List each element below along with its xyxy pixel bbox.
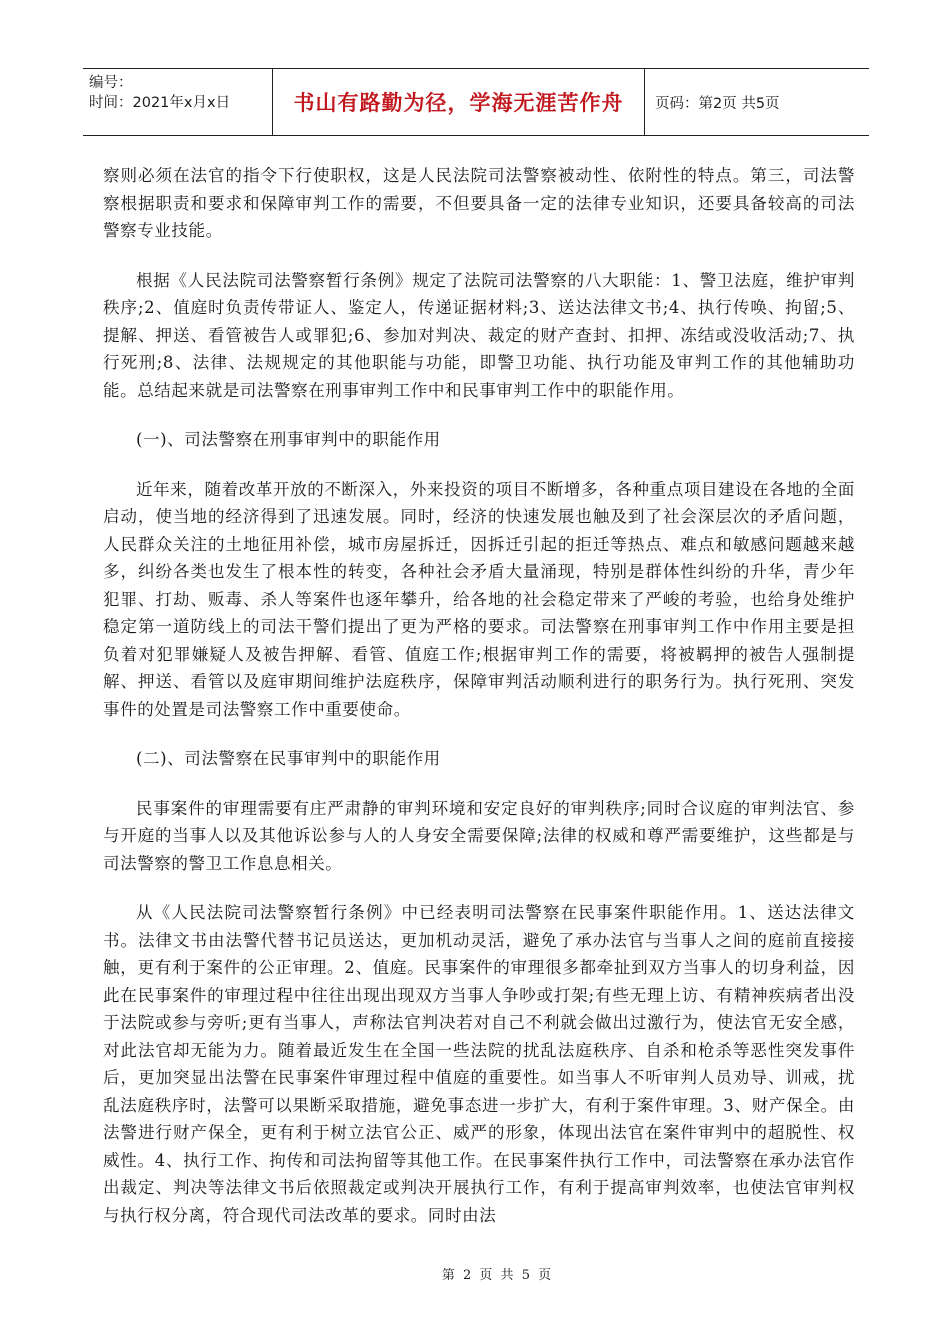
body-paragraph-2: 根据《人民法院司法警察暂行条例》规定了法院司法警察的八大职能：1、警卫法庭，维护审判秩序;2、值庭时负责传带证人、鉴定人，传递证据材料;3、送达法律文书;4、执行传唤、拘留;5、提解、押送、看管被告人或罪犯;6、参加对判决、裁定的财产查封、扣押、冻结或没收活动;7、执行死刑;8、法律、法规规定的其他职能与功能，即警卫功能、执行功能及审判工作的其他辅助功能。总结起来就是司法警察在刑事审判工作中和民事审判工作中的职能作用。: [103, 270, 855, 400]
body-paragraph-4: 民事案件的审理需要有庄严肃静的审判环境和安定良好的审判秩序;同时合议庭的审判法官、参与开庭的当事人以及其他诉讼参与人的人身安全需要保障;法律的权威和尊严需要维护，这些都是与司法警察的警卫工作息息相关。: [103, 798, 855, 873]
header-meta-cell: [83, 69, 273, 135]
section-heading-1: (一)、司法警察在刑事审判中的职能作用: [136, 430, 441, 449]
header-motto: 书山有路勤为径，学海无涯苦作舟: [273, 69, 645, 135]
header-page-info: 页码：第2页 共5页: [655, 95, 780, 112]
document-date-label: 时间：2021年x月x日: [89, 95, 231, 111]
document-number-label: 编号：: [89, 75, 133, 91]
body-paragraph-1: 察则必须在法官的指令下行使职权，这是人民法院司法警察被动性、依附性的特点。第三，司法警察根据职责和要求和保障审判工作的需要，不但要具备一定的法律专业知识，还要具备较高的司法警察专业技能。: [103, 166, 855, 240]
section-heading-2: (二)、司法警察在民事审判中的职能作用: [136, 749, 441, 768]
body-paragraph-3: 近年来，随着改革开放的不断深入，外来投资的项目不断增多，各种重点项目建设在各地的全面启动，使当地的经济得到了迅速发展。同时，经济的快速发展也触及到了社会深层次的矛盾问题，人民群众关注的土地征用补偿，城市房屋拆迁，因拆迁引起的拒迁等热点、难点和敏感问题越来越多，纠纷各类也发生了根本性的转变，各种社会矛盾大量涌现，特别是群体性纠纷的升华，青少年犯罪、打劫、贩毒、杀人等案件也逐年攀升，给各地的社会稳定带来了严峻的考验，也给身处维护稳定第一道防线上的司法干警们提出了更为严格的要求。司法警察在刑事审判工作中作用主要是担负着对犯罪嫌疑人及被告押解、看管、值庭工作;根据审判工作的需要，将被羁押的被告人强制提解、押送、看管以及庭审期间维护法庭秩序，保障审判活动顺利进行的职务行为。执行死刑、突发事件的处置是司法警察工作中重要使命。: [103, 479, 855, 719]
page-footer: 第 2 页 共 5 页: [441, 1268, 554, 1283]
document-header: [83, 68, 869, 136]
body-paragraph-5: 从《人民法院司法警察暂行条例》中已经表明司法警察在民事案件职能作用。1、送达法律文书。法律文书由法警代替书记员送达，更加机动灵活，避免了承办法官与当事人之间的庭前直接接触，更有利于案件的公正审理。2、值庭。民事案件的审理很多都牵扯到双方当事人的切身利益，因此在民事案件的审理过程中往往出现出现双方当事人争吵或打架;有些无理上访、有精神疾病者出没于法院或参与旁听;更有当事人，声称法官判决若对自己不利就会做出过激行为，使法官无安全感，对此法官却无能为力。随着最近发生在全国一些法院的扰乱法庭秩序、自杀和枪杀等恶性突发事件后，更加突显出法警在民事案件审理过程中值庭的重要性。如当事人不听审判人员劝导、训戒，扰乱法庭秩序时，法警可以果断采取措施，避免事态进一步扩大，有利于案件审理。3、财产保全。由法警进行财产保全，更有利于树立法官公正、威严的形象，体现出法官在案件审判中的超脱性、权威性。4、执行工作、拘传和司法拘留等其他工作。在民事案件执行工作中，司法警察在承办法官作出裁定、判决等法律文书后依照裁定或判决开展执行工作，有利于提高审判效率，也使法官审判权与执行权分离，符合现代司法改革的要求。同时由法: [103, 903, 855, 1225]
document-body: [103, 162, 855, 1251]
